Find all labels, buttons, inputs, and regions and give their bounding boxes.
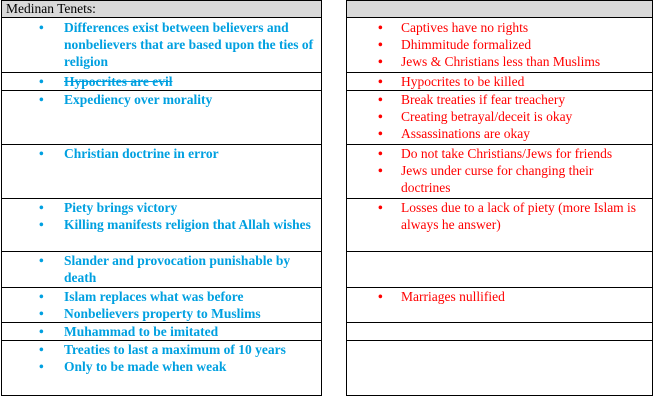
- right-header: [347, 1, 652, 18]
- list-item: • Creating betrayal/deceit is okay: [378, 109, 573, 125]
- medinan-tenets-table: [1, 0, 322, 396]
- list-item: • Only to be made when weak: [39, 359, 227, 375]
- left-row-7: [2, 288, 321, 323]
- list-item: • Expediency over morality: [39, 92, 213, 107]
- list-item: • Captives have no rights: [378, 20, 529, 35]
- left-row-4: [2, 145, 321, 199]
- list-item: • Do not take Christians/Jews for friends: [378, 146, 613, 161]
- list-item: • Hypocrites to be killed: [378, 74, 525, 89]
- left-row-9: [2, 341, 321, 395]
- right-row-4: [347, 145, 652, 199]
- list-item: • Losses due to a lack of piety (more Islam is always he answer): [378, 200, 637, 233]
- left-row-3: [2, 91, 321, 145]
- right-row-7: [347, 288, 652, 323]
- list-item: • Muhammad to be imitated: [39, 324, 219, 339]
- left-row-1: [2, 18, 321, 73]
- list-item: • Jews & Christians less than Muslims: [378, 54, 601, 70]
- list-item: • Piety brings victory: [39, 200, 178, 215]
- list-item: • Killing manifests religion that Allah wishes: [39, 217, 311, 233]
- right-row-3: [347, 91, 652, 145]
- right-row-2: [347, 73, 652, 91]
- left-row-6: [2, 252, 321, 288]
- list-item: • Jews under curse for changing their doctrines: [378, 163, 594, 196]
- right-row-8: [347, 323, 652, 341]
- list-item: • Break treaties if fear treachery: [378, 92, 566, 107]
- left-row-8: [2, 323, 321, 341]
- right-row-6: [347, 252, 652, 288]
- list-item: • Differences exist between believers and nonbelievers that are based upon the ties of religion: [39, 20, 314, 70]
- left-row-5: [2, 199, 321, 252]
- list-item: • Slander and provocation punishable by death: [39, 253, 291, 286]
- right-row-5: [347, 199, 652, 252]
- list-item: • Marriages nullified: [378, 289, 505, 304]
- left-header: Medinan Tenets:: [2, 1, 321, 18]
- list-item: • Christian doctrine in error: [39, 146, 219, 161]
- list-item: • Hypocrites are evil: [39, 74, 173, 89]
- list-item: • Assassinations are okay: [378, 126, 530, 142]
- list-item: • Dhimmitude formalized: [378, 37, 532, 53]
- list-item: • Treaties to last a maximum of 10 years: [39, 342, 286, 357]
- list-item: • Nonbelievers property to Muslims: [39, 306, 261, 322]
- consequences-table: [346, 0, 653, 396]
- list-item: • Islam replaces what was before: [39, 289, 244, 304]
- left-row-2: [2, 73, 321, 91]
- right-row-1: [347, 18, 652, 73]
- right-row-9: [347, 341, 652, 395]
